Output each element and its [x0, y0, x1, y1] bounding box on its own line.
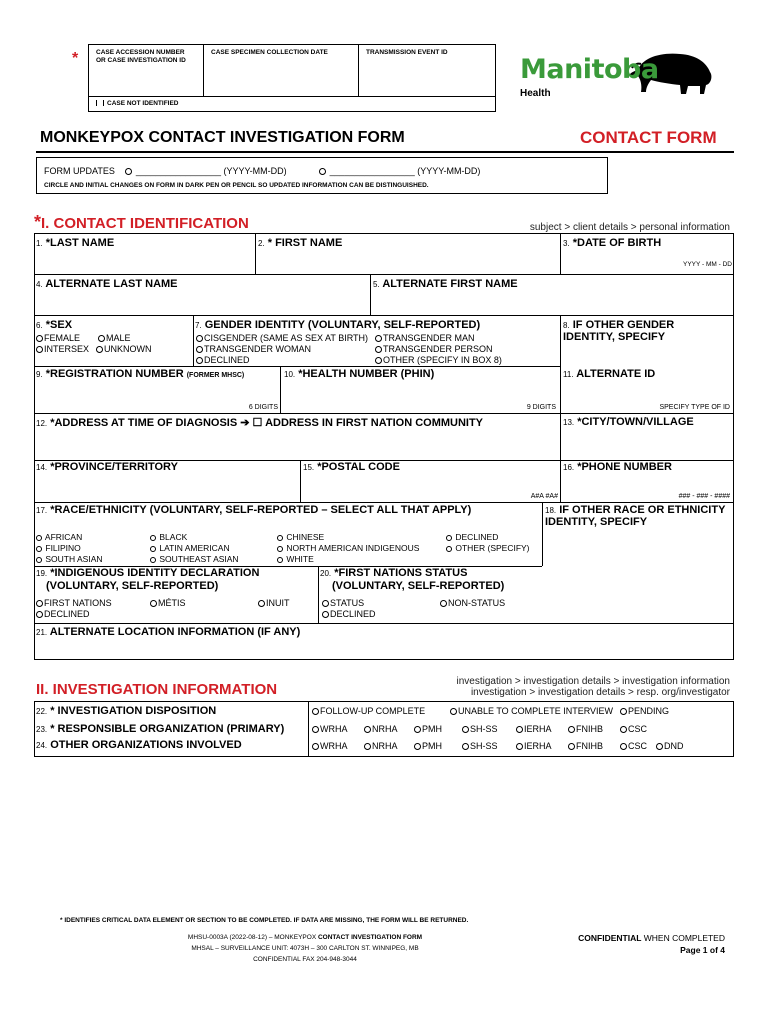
other-race-label: 18. IF OTHER RACE OR ETHNICITY IDENTITY, SPECIFY	[545, 504, 726, 528]
race-filipino[interactable]: FILIPINO	[36, 543, 81, 553]
health-number-label: 10. *HEALTH NUMBER (PHIN)	[284, 368, 435, 380]
org2-fnihb[interactable]: FNIHB	[568, 741, 603, 751]
first-name-label: 2. * FIRST NAME	[258, 237, 343, 249]
registration-label: 9. *REGISTRATION NUMBER (FORMER MHSC)	[36, 368, 245, 380]
section-1-breadcrumb: subject > client details > personal information	[529, 222, 730, 233]
transmission-input[interactable]	[366, 78, 486, 90]
sex-unknown[interactable]: UNKNOWN	[96, 344, 152, 354]
footer-confidential: CONFIDENTIAL WHEN COMPLETED Page 1 of 4	[540, 932, 725, 956]
phone-hint: ### - ### - ####	[678, 493, 730, 500]
form-updates-label: FORM UPDATES	[44, 166, 115, 176]
indigenous-sublabel: (VOLUNTARY, SELF-REPORTED)	[46, 580, 219, 592]
logo-wordmark: Manitoba	[520, 54, 659, 85]
gender-trans-man[interactable]: TRANSGENDER MAN	[375, 333, 475, 343]
responsible-org-label: 23. * RESPONSIBLE ORGANIZATION (PRIMARY)	[36, 723, 285, 735]
province-label: 14. *PROVINCE/TERRITORY	[36, 461, 178, 473]
alt-last-name-label: 4. ALTERNATE LAST NAME	[36, 278, 178, 290]
race-african[interactable]: AFRICAN	[36, 532, 82, 542]
dob-hint: YYYY - MM - DD	[683, 261, 732, 268]
page-title: MONKEYPOX CONTACT INVESTIGATION FORM	[40, 129, 405, 146]
gender-declined[interactable]: DECLINED	[196, 355, 250, 365]
not-identified-row	[96, 100, 179, 108]
org2-dnd[interactable]: DND	[656, 741, 684, 751]
not-identified-label: CASE NOT IDENTIFIED	[107, 100, 179, 107]
alt-location-label: 21. ALTERNATE LOCATION INFORMATION (IF ANY)	[36, 626, 301, 638]
health-number-hint: 9 DIGITS	[526, 404, 556, 411]
update2-radio[interactable]	[319, 168, 326, 175]
gender-label: 7. GENDER IDENTITY (VOLUNTARY, SELF-REPORTED)	[195, 319, 481, 331]
org2-nrha[interactable]: NRHA	[364, 741, 398, 751]
form-updates-row	[44, 166, 480, 176]
fn-status-declined[interactable]: DECLINED	[322, 609, 376, 619]
sex-label: 6. *SEX	[36, 319, 73, 331]
update2-date[interactable]: _________________ (YYYY-MM-DD)	[329, 166, 481, 176]
specimen-date-input[interactable]	[211, 78, 351, 90]
indigenous-label: 19. *INDIGENOUS IDENTITY DECLARATION	[36, 567, 260, 579]
alt-location-input[interactable]	[36, 640, 728, 656]
manitoba-logo	[520, 44, 720, 104]
province-input[interactable]	[36, 476, 296, 496]
first-nation-checkbox[interactable]: ➔ ☐	[240, 417, 263, 429]
alternate-id-label: 11. ALTERNATE ID	[563, 368, 656, 380]
form-type: CONTACT FORM	[580, 128, 717, 147]
org-nrha[interactable]: NRHA	[364, 724, 398, 734]
disposition-label: 22. * INVESTIGATION DISPOSITION	[36, 705, 217, 717]
section-2-breadcrumb-2: investigation > investigation details > resp. org/investigator	[470, 687, 730, 698]
indigenous-declined[interactable]: DECLINED	[36, 609, 90, 619]
org-wrha[interactable]: WRHA	[312, 724, 348, 734]
update1-date[interactable]: _________________ (YYYY-MM-DD)	[135, 166, 287, 176]
race-label: 17. *RACE/ETHNICITY (VOLUNTARY, SELF-REPORTED – SELECT ALL THAT APPLY)	[36, 504, 472, 516]
other-race-input[interactable]	[545, 532, 730, 562]
gender-trans-woman[interactable]: TRANSGENDER WOMAN	[196, 344, 311, 354]
disp-follow-up-complete[interactable]: FOLLOW-UP COMPLETE	[312, 706, 425, 716]
race-southeast-asian[interactable]: SOUTHEAST ASIAN	[150, 554, 239, 564]
fn-status-sublabel: (VOLUNTARY, SELF-REPORTED)	[332, 580, 505, 592]
org-csc[interactable]: CSC	[620, 724, 647, 734]
alternate-id-hint: SPECIFY TYPE OF ID	[659, 404, 730, 411]
specimen-date-label: CASE SPECIMEN COLLECTION DATE	[211, 49, 328, 56]
footer-form-info: MHSU-0003A (2022-08-12) – MONKEYPOX CONTACT INVESTIGATION FORM MHSAL – SURVEILLANCE UNIT: 4073H – 300 CARLTON ST. WINNIPEG, MB CONFIDENTIAL FAX 204-948-3044	[187, 934, 423, 963]
gender-other[interactable]: OTHER (SPECIFY IN BOX 8)	[375, 355, 502, 365]
last-name-label: 1. *LAST NAME	[36, 237, 115, 249]
section-1-title	[34, 212, 249, 233]
race-north-american-indigenous[interactable]: NORTH AMERICAN INDIGENOUS	[277, 543, 419, 553]
org2-sh-ss[interactable]: SH-SS	[462, 741, 498, 751]
org2-wrha[interactable]: WRHA	[312, 741, 348, 751]
fn-status-status[interactable]: STATUS	[322, 598, 364, 608]
section-1-star: *	[34, 212, 42, 232]
sex-intersex[interactable]: INTERSEX	[36, 344, 89, 354]
health-number-input[interactable]	[284, 382, 556, 400]
other-orgs-label: 24. OTHER ORGANIZATIONS INVOLVED	[36, 739, 242, 751]
org2-ierha[interactable]: IERHA	[516, 741, 552, 751]
registration-hint: 6 DIGITS	[248, 404, 278, 411]
city-input[interactable]	[563, 432, 728, 456]
other-gender-input[interactable]	[563, 346, 728, 362]
org-fnihb[interactable]: FNIHB	[568, 724, 603, 734]
alternate-id-input[interactable]	[563, 382, 728, 400]
gender-trans-person[interactable]: TRANSGENDER PERSON	[375, 344, 493, 354]
section-2-breadcrumb-1: investigation > investigation details > investigation information	[456, 676, 730, 687]
org-sh-ss[interactable]: SH-SS	[462, 724, 498, 734]
race-black[interactable]: BLACK	[150, 532, 187, 542]
dob-input[interactable]	[563, 250, 728, 260]
fn-status-non-status[interactable]: NON-STATUS	[440, 598, 505, 608]
indigenous-metis[interactable]: MÉTIS	[150, 598, 186, 608]
org2-pmh[interactable]: PMH	[414, 741, 442, 751]
last-name-input[interactable]	[36, 252, 251, 270]
race-latin-american[interactable]: LATIN AMERICAN	[150, 543, 230, 553]
race-white[interactable]: WHITE	[277, 554, 314, 564]
transmission-label: TRANSMISSION EVENT ID	[366, 49, 448, 56]
alt-first-name-label: 5. ALTERNATE FIRST NAME	[373, 278, 518, 290]
phone-label: 16. *PHONE NUMBER	[563, 461, 672, 473]
postal-code-input[interactable]	[303, 476, 556, 492]
accession-input[interactable]	[96, 78, 196, 90]
required-marker: *	[72, 50, 79, 67]
registration-input[interactable]	[36, 382, 276, 400]
org2-csc[interactable]: CSC	[620, 741, 647, 751]
logo-sub: Health	[520, 88, 551, 99]
dob-label: 3. *DATE OF BIRTH	[563, 237, 662, 249]
postal-code-hint: A#A #A#	[530, 493, 558, 500]
not-identified-checkbox[interactable]	[96, 100, 104, 106]
org-pmh[interactable]: PMH	[414, 724, 442, 734]
org-ierha[interactable]: IERHA	[516, 724, 552, 734]
disp-pending[interactable]: PENDING	[620, 706, 669, 716]
section-1-label: I. CONTACT IDENTIFICATION	[41, 215, 249, 232]
first-name-input[interactable]	[258, 252, 556, 270]
race-declined[interactable]: DECLINED	[446, 532, 498, 542]
update1-radio[interactable]	[125, 168, 132, 175]
page-number: Page 1 of 4	[680, 945, 725, 955]
indigenous-inuit[interactable]: INUIT	[258, 598, 290, 608]
race-chinese[interactable]: CHINESE	[277, 532, 324, 542]
fn-status-label: 20. *FIRST NATIONS STATUS	[320, 567, 468, 579]
postal-code-label: 15. *POSTAL CODE	[303, 461, 400, 473]
gender-cisgender[interactable]: CISGENDER (SAME AS SEX AT BIRTH)	[196, 333, 368, 343]
disp-unable-to-complete[interactable]: UNABLE TO COMPLETE INTERVIEW	[450, 706, 613, 716]
race-south-asian[interactable]: SOUTH ASIAN	[36, 554, 103, 564]
sex-female[interactable]: FEMALE	[36, 333, 80, 343]
accession-label: CASE ACCESSION NUMBER OR CASE INVESTIGATION ID	[96, 49, 186, 64]
updates-note: CIRCLE AND INITIAL CHANGES ON FORM IN DARK PEN OR PENCIL SO UPDATED INFORMATION CAN BE DISTINGUISHED.	[44, 182, 429, 189]
footer-note: * IDENTIFIES CRITICAL DATA ELEMENT OR SECTION TO BE COMPLETED. IF DATA ARE MISSING, THE FORM WILL BE RETURNED.	[60, 917, 469, 924]
section-2-title: II. INVESTIGATION INFORMATION	[36, 681, 278, 698]
sex-male[interactable]: MALE	[98, 333, 131, 343]
phone-input[interactable]	[563, 476, 728, 492]
race-other[interactable]: OTHER (SPECIFY)	[446, 543, 530, 553]
address-input[interactable]	[36, 432, 556, 456]
alt-last-name-input[interactable]	[36, 293, 366, 311]
other-gender-label: 8. IF OTHER GENDER IDENTITY, SPECIFY	[563, 319, 675, 343]
alt-first-name-input[interactable]	[373, 293, 728, 311]
city-label: 13. *CITY/TOWN/VILLAGE	[563, 416, 694, 428]
address-label: 12. *ADDRESS AT TIME OF DIAGNOSIS ➔ ☐ ADDRESS IN FIRST NATION COMMUNITY	[36, 417, 484, 429]
indigenous-first-nations[interactable]: FIRST NATIONS	[36, 598, 112, 608]
